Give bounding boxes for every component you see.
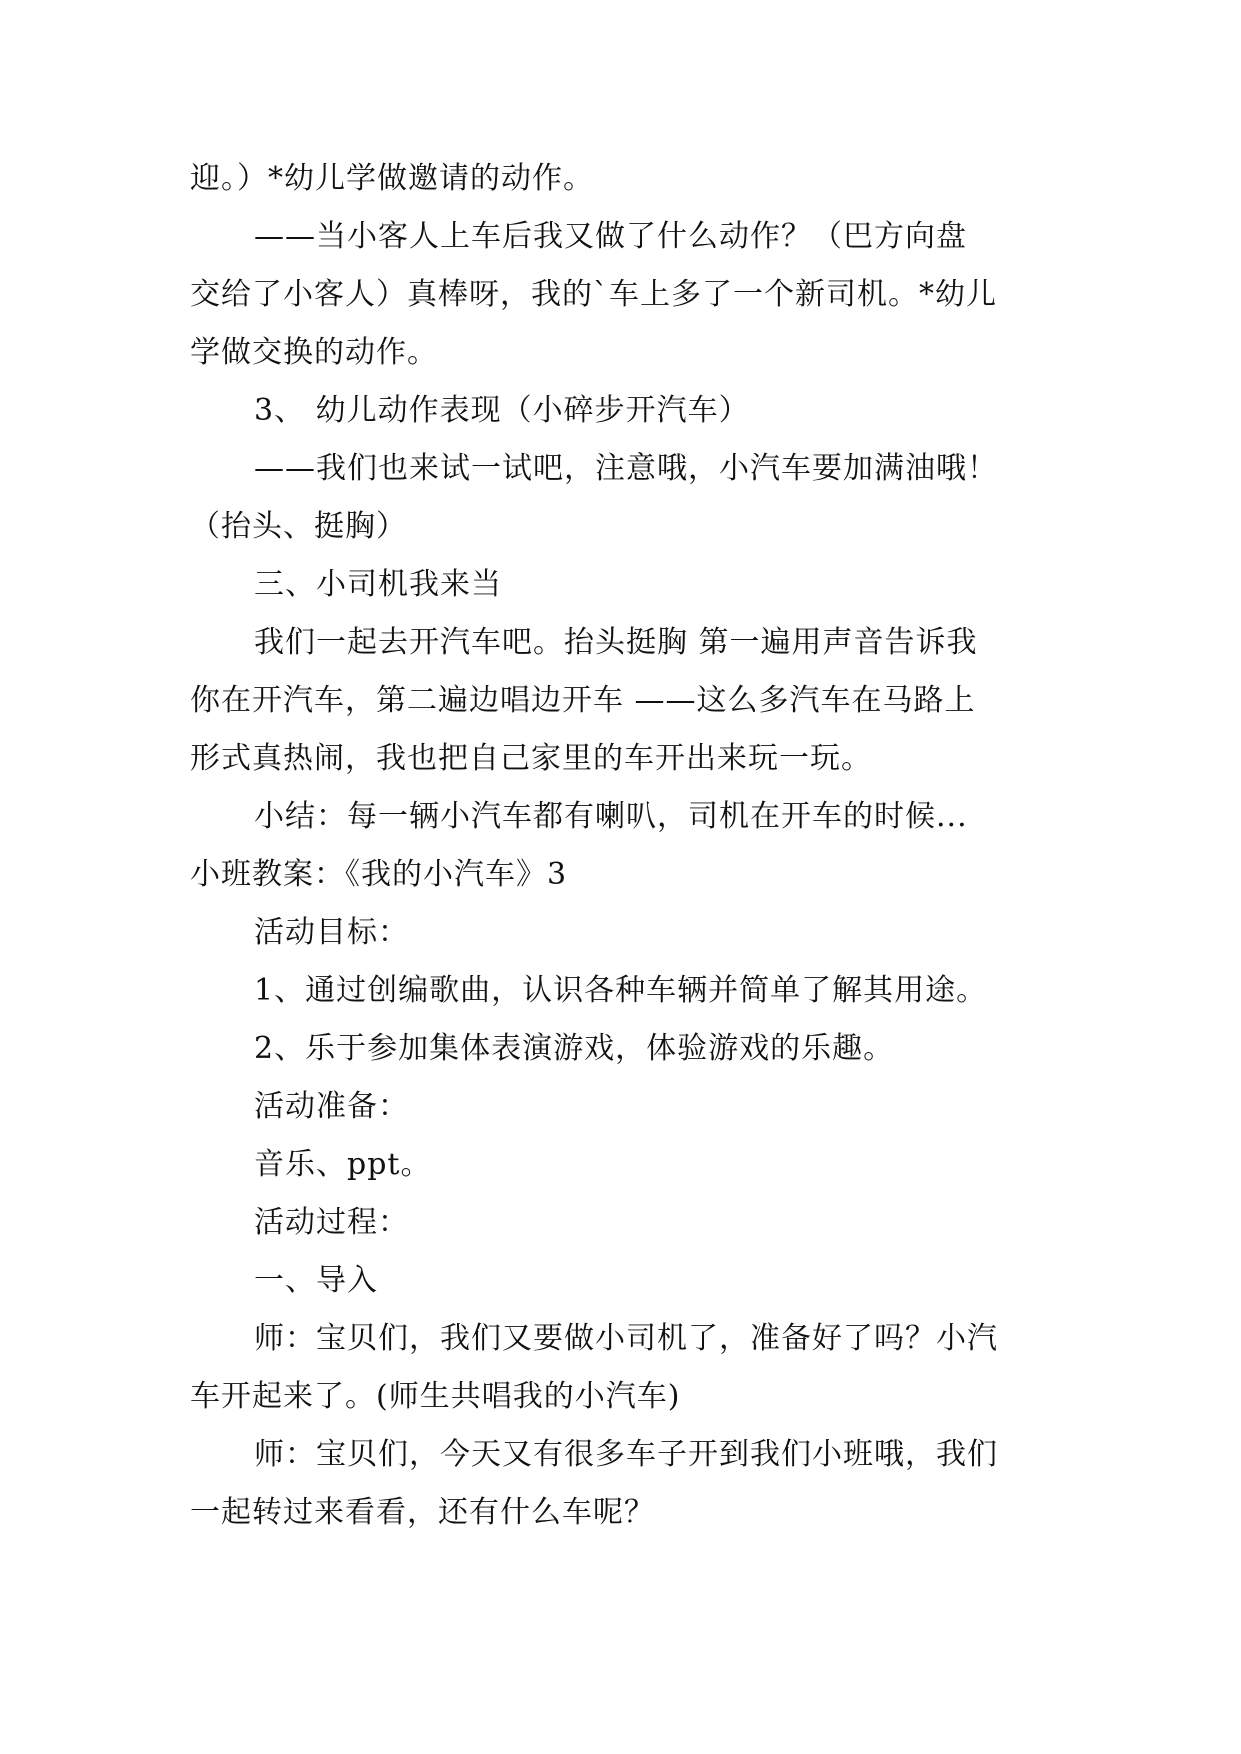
text-line: 迎。）*幼儿学做邀请的动作。 [190,161,594,196]
text-line: 师：宝贝们，今天又有很多车子开到我们小班哦，我们 [254,1437,998,1472]
text-line: 车开起来了。(师生共唱我的小汽车) [190,1379,681,1414]
text-line: 交给了小客人）真棒呀，我的`车上多了一个新司机。*幼儿 [190,277,997,312]
text-line: 一起转过来看看，还有什么车呢？ [190,1495,655,1530]
text-line: 3、 幼儿动作表现（小碎步开汽车） [254,393,750,428]
text-line: 我们一起去开汽车吧。抬头挺胸 第一遍用声音告诉我 [254,625,978,660]
text-line: ——当小客人上车后我又做了什么动作？（巴方向盘 [254,219,967,254]
list-item: 1、通过创编歌曲，认识各种车辆并简单了解其用途。 [254,973,988,1008]
lesson-title: 小班教案：《我的小汽车》3 [190,857,568,892]
text-line: 音乐、ppt。 [254,1147,432,1182]
section-heading: 三、小司机我来当 [254,567,502,602]
text-line: （抬头、挺胸） [190,509,407,544]
text-line: 形式真热闹，我也把自己家里的车开出来玩一玩。 [190,741,872,776]
section-heading: 一、导入 [254,1263,378,1298]
text-line: ——我们也来试一试吧，注意哦，小汽车要加满油哦！ [254,451,998,486]
text-line: 学做交换的动作。 [190,335,438,370]
section-heading: 活动准备： [254,1089,409,1124]
list-item: 2、乐于参加集体表演游戏，体验游戏的乐趣。 [254,1031,895,1066]
text-line: 师：宝贝们，我们又要做小司机了，准备好了吗？小汽 [254,1321,998,1356]
section-heading: 活动过程： [254,1205,409,1240]
text-line: 小结：每一辆小汽车都有喇叭，司机在开车的时候... [254,799,968,834]
text-line: 你在开汽车，第二遍边唱边开车 ——这么多汽车在马路上 [190,683,976,718]
section-heading: 活动目标： [254,915,409,950]
document-page [190,150,1060,1542]
